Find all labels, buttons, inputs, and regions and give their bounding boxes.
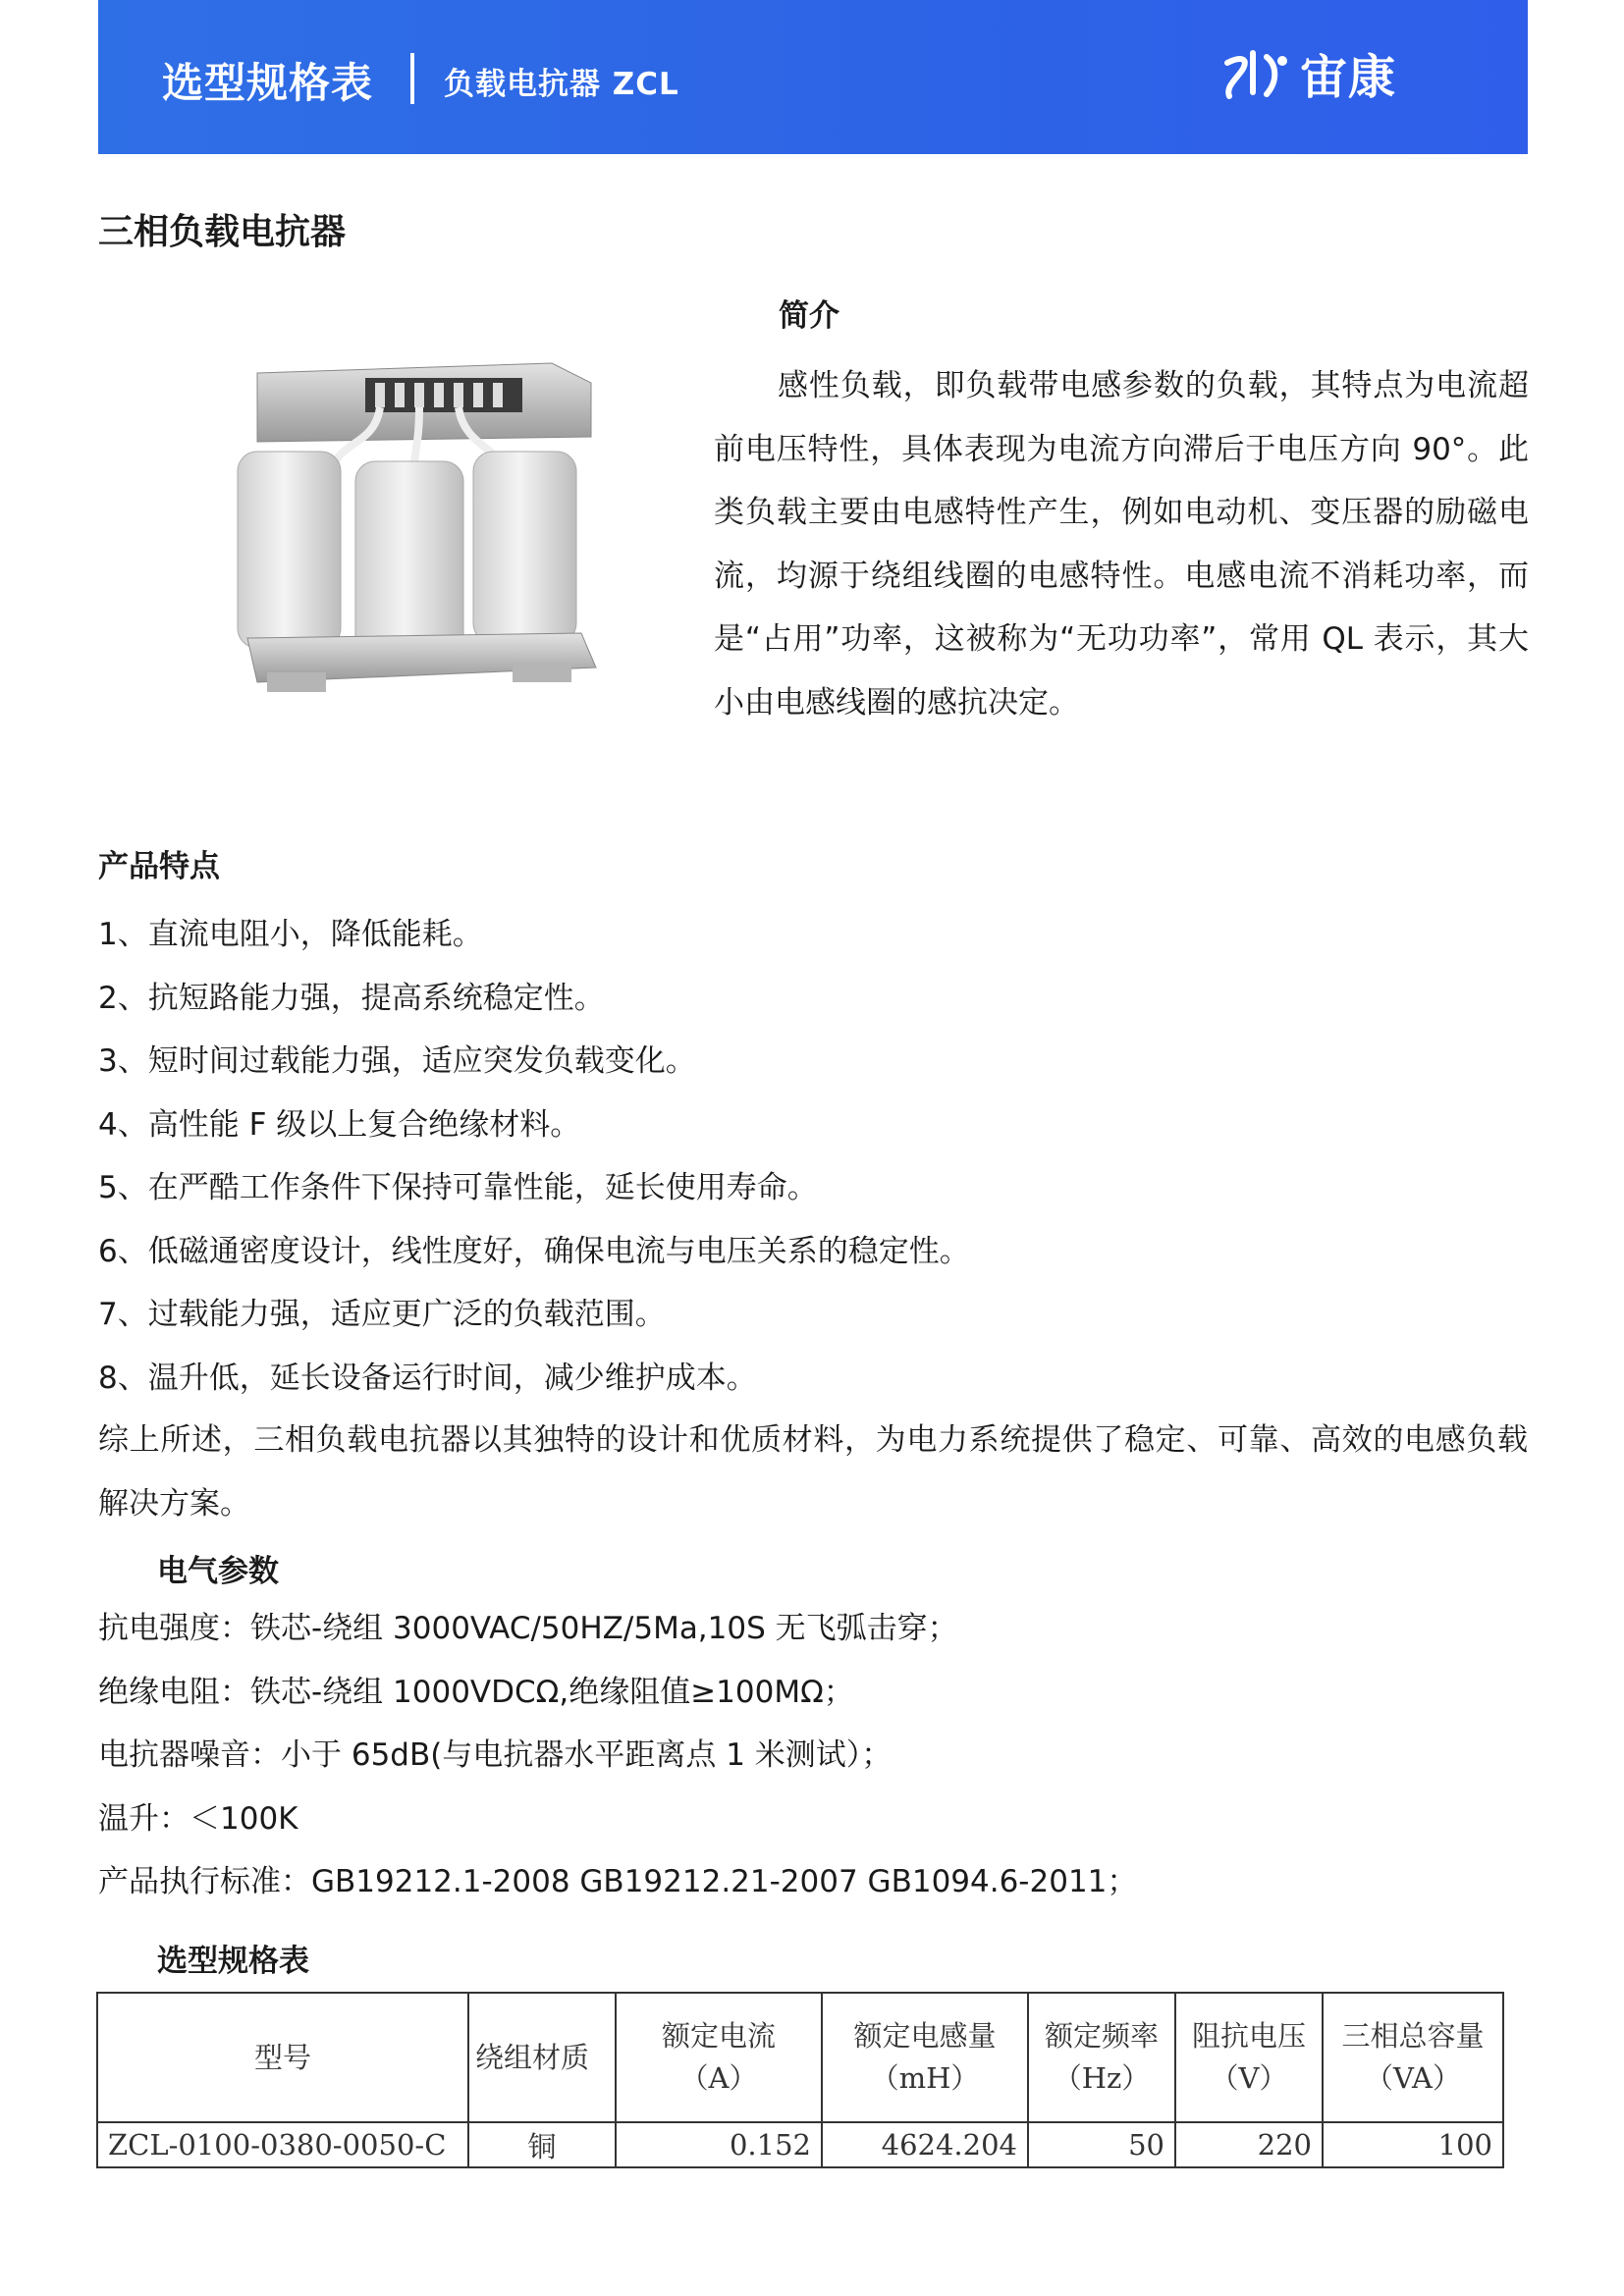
header-title: 选型规格表 [162,59,374,107]
features-heading: 产品特点 [98,849,220,884]
electrical-list [98,1597,1137,1914]
spec-table [96,1992,1504,2168]
intro-text: 感性负载，即负载带电感参数的负载，其特点为电流超前电压特性，具体表现为电流方向滞后于电压方向 90°。此类负载主要由电感特性产生，例如电动机、变压器的励磁电流，均源于绕组线圈的电感特性。电感电流不消耗功率，而是“占用”功率，这被称为“无功功率”，常用 QL 表示，其大小由电感线圈的感抗决定。 [714,368,1529,721]
spec-table-heading: 选型规格表 [157,1944,309,1979]
column-label: 绕组材质 [475,2040,590,2074]
electrical-item: 电抗器噪音：小于 65dB(与电抗器水平距离点 1 米测试）； [98,1737,893,1773]
column-header-capacity [1323,1993,1503,2122]
electrical-item: 温升：＜100K [98,1800,298,1837]
brand-mark-icon [1219,43,1292,102]
column-unit: （mH） [870,2061,980,2095]
table-cell: 100 [1323,2122,1503,2167]
column-label: 阻抗电压 [1191,2019,1306,2053]
feature-item: 8、温升低，延长设备运行时间，减少维护成本。 [98,1360,757,1396]
table-cell: 4624.204 [822,2122,1028,2167]
table-cell: 0.152 [616,2122,822,2167]
column-header-inductance [822,1993,1028,2122]
column-label: 额定频率 [1044,2019,1159,2053]
feature-item: 5、在严酷工作条件下保持可靠性能，延长使用寿命。 [98,1170,818,1205]
features-list [98,903,970,1410]
header-subtitle: 负载电抗器 ZCL [444,67,679,102]
feature-item: 4、高性能 F 级以上复合绝缘材料。 [98,1106,581,1143]
column-header-model [97,1993,468,2122]
column-unit: （VA） [1365,2061,1461,2095]
column-header-impedance [1175,1993,1323,2122]
column-label: 额定电流 [661,2019,776,2053]
electrical-item: 产品执行标准：GB19212.1-2008 GB19212.21-2007 GB1094.6-2011； [98,1864,1138,1899]
column-header-frequency [1028,1993,1175,2122]
feature-item: 1、直流电阻小，降低能耗。 [98,917,483,952]
electrical-item: 抗电强度：铁芯-绕组 3000VAC/50HZ/5Ma,10S 无飞弧击穿； [98,1611,958,1646]
column-unit: （V） [1210,2061,1288,2095]
brand-logo [1219,43,1397,105]
features-summary: 综上所述，三相负载电抗器以其独特的设计和优质材料，为电力系统提供了稳定、可靠、高效的电感负载解决方案。 [98,1422,1528,1522]
header-banner [98,0,1528,154]
table-row [97,2122,1503,2167]
feature-item: 2、抗短路能力强，提高系统稳定性。 [98,980,605,1016]
electrical-item: 绝缘电阻：铁芯-绕组 1000VDCΩ,绝缘阻值≥100MΩ； [98,1674,854,1710]
column-label: 型号 [253,2040,311,2074]
column-label: 额定电感量 [853,2019,997,2053]
table-cell: 220 [1175,2122,1323,2167]
electrical-heading: 电气参数 [157,1554,279,1589]
table-cell: ZCL-0100-0380-0050-C [97,2122,468,2167]
column-unit: （Hz） [1053,2061,1151,2095]
feature-item: 6、低磁通密度设计，线性度好，确保电流与电压关系的稳定性。 [98,1233,970,1269]
column-header-material [468,1993,616,2122]
table-cell: 50 [1028,2122,1175,2167]
feature-item: 7、过载能力强，适应更广泛的负载范围。 [98,1297,666,1332]
page-title: 三相负载电抗器 [98,212,347,252]
table-header-row [97,1993,1503,2122]
column-label: 三相总容量 [1341,2019,1485,2053]
header-divider [410,53,414,104]
brand-name: 宙康 [1300,49,1397,105]
column-header-current [616,1993,822,2122]
product-image [228,344,611,707]
feature-item: 3、短时间过载能力强，适应突发负载变化。 [98,1043,696,1079]
table-cell: 铜 [468,2122,616,2167]
intro-heading: 简介 [779,298,839,334]
column-unit: （A） [679,2061,758,2095]
